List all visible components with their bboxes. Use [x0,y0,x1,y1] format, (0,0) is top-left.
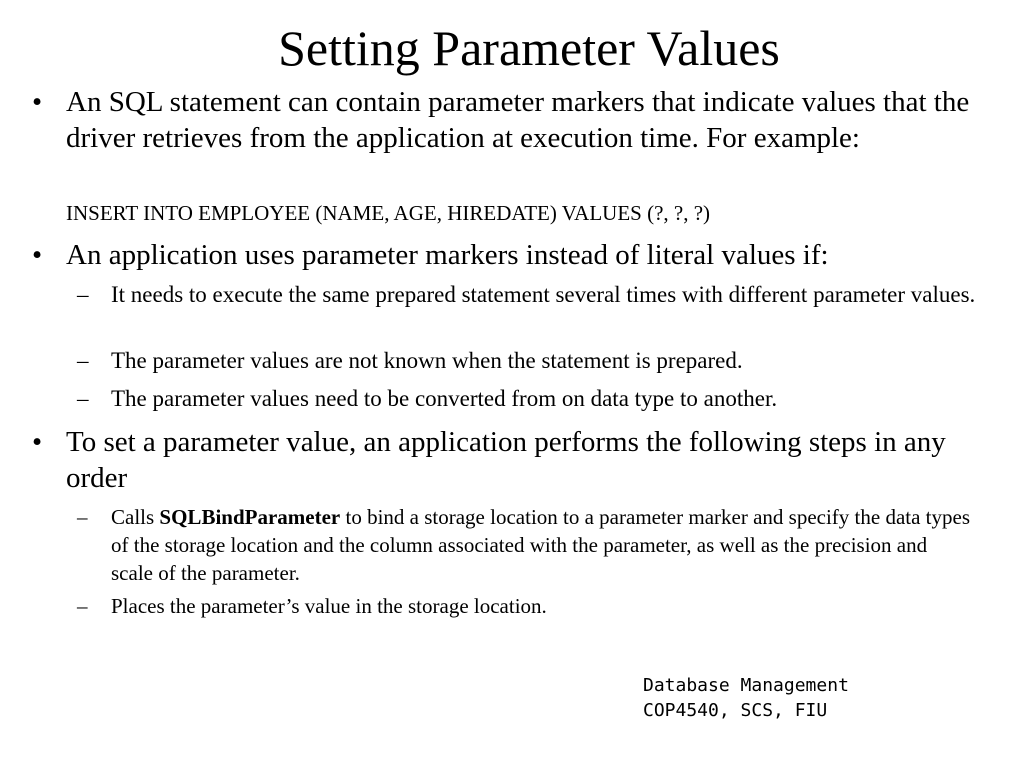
sub-bullet-item [77,592,971,620]
bullet-item [32,237,986,273]
slide-footer [643,673,849,723]
bullet-glyph: • [32,239,43,271]
function-name: SQLBindParameter [159,505,341,529]
bullet-text: An application uses parameter markers instead of literal values if: [66,239,829,271]
sub-bullet-text: to bind a storage location to a parameter marker and specify the data types of the storage location and the column associated with the parameter, as well as the precision and scale of the parameter. [111,505,971,585]
sub-bullet-item [77,280,986,310]
sub-bullet-text: Places the parameter’s value in the storage location. [111,594,547,618]
dash-glyph: – [77,348,89,373]
slide-title: Setting Parameter Values [278,20,780,76]
sub-bullet-text: The parameter values need to be converted from on data type to another. [111,386,778,411]
bullet-glyph: • [32,426,43,458]
bullet-text: An SQL statement can contain parameter markers that indicate values that the driver retrieves from the application at execution time. For example: [66,86,970,154]
bullet-text: To set a parameter value, an application performs the following steps in any order [66,426,946,494]
bullet-item [32,424,986,496]
dash-glyph: – [77,594,88,618]
footer-course-name: Database Management [643,675,849,696]
sub-bullet-prefix: Calls [111,505,160,529]
sub-bullet-item [77,503,971,587]
dash-glyph: – [77,505,88,529]
sub-bullet-text: It needs to execute the same prepared statement several times with different parameter values. [111,282,976,307]
sql-example: INSERT INTO EMPLOYEE (NAME, AGE, HIREDATE) VALUES (?, ?, ?) [66,201,711,225]
dash-glyph: – [77,282,89,307]
bullet-item [32,84,986,156]
sub-bullet-text: The parameter values are not known when the statement is prepared. [111,348,743,373]
bullet-glyph: • [32,86,43,118]
sub-bullet-item [77,346,986,376]
dash-glyph: – [77,386,89,411]
sub-bullet-item [77,384,986,414]
footer-course-code: COP4540, SCS, FIU [643,700,828,721]
